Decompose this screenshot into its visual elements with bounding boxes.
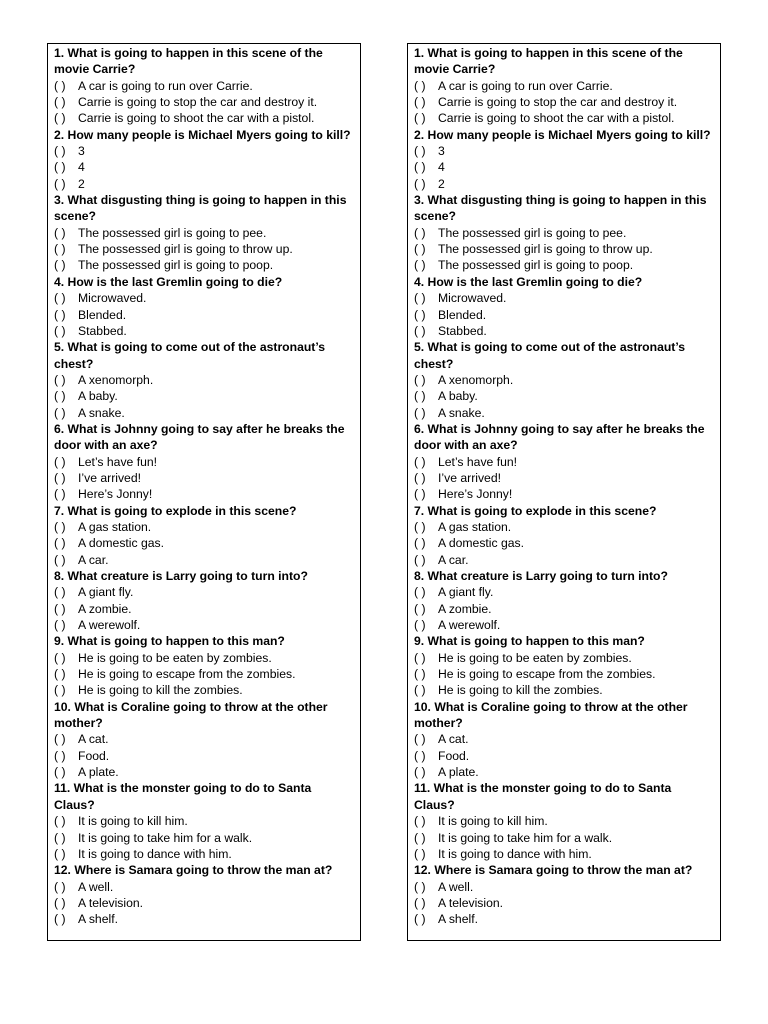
answer-checkbox[interactable]: ( ) xyxy=(414,258,426,273)
answer-option[interactable] xyxy=(54,846,354,862)
answer-checkbox[interactable]: ( ) xyxy=(414,454,426,469)
answer-option[interactable] xyxy=(414,176,714,192)
answer-option-label: A xenomorph. xyxy=(438,372,514,387)
answer-checkbox[interactable]: ( ) xyxy=(54,487,66,502)
answer-option-label: Carrie is going to stop the car and destroy it. xyxy=(78,95,318,110)
answer-checkbox[interactable]: ( ) xyxy=(54,536,66,551)
answer-option-label: He is going to be eaten by zombies. xyxy=(78,650,272,665)
question-text: 4. How is the last Gremlin going to die? xyxy=(54,274,283,289)
answer-checkbox[interactable]: ( ) xyxy=(414,846,426,861)
answer-checkbox[interactable]: ( ) xyxy=(54,846,66,861)
answer-option[interactable] xyxy=(54,405,354,421)
answer-option[interactable] xyxy=(54,323,354,339)
answer-option[interactable] xyxy=(54,650,354,666)
answer-option[interactable] xyxy=(54,764,354,780)
question-text: 11. What is the monster going to do to Santa Claus? xyxy=(54,781,312,812)
answer-checkbox[interactable]: ( ) xyxy=(54,95,66,110)
answer-option[interactable] xyxy=(414,454,714,470)
answer-option[interactable] xyxy=(414,110,714,126)
question-text: 9. What is going to happen to this man? xyxy=(54,634,285,649)
question-text: 12. Where is Samara going to throw the man at? xyxy=(54,863,333,878)
answer-checkbox[interactable]: ( ) xyxy=(414,552,426,567)
answer-option-label: The possessed girl is going to pee. xyxy=(78,225,267,240)
answer-option[interactable] xyxy=(54,535,354,551)
answer-checkbox[interactable]: ( ) xyxy=(54,601,66,616)
worksheet-copy-right xyxy=(407,43,721,941)
answer-option-label: A television. xyxy=(78,895,144,910)
answer-checkbox[interactable]: ( ) xyxy=(54,454,66,469)
answer-option[interactable] xyxy=(54,257,354,273)
answer-checkbox[interactable]: ( ) xyxy=(54,78,66,93)
answer-option[interactable] xyxy=(414,748,714,764)
answer-option[interactable] xyxy=(414,617,714,633)
answer-checkbox[interactable]: ( ) xyxy=(54,291,66,306)
answer-checkbox[interactable]: ( ) xyxy=(414,323,426,338)
answer-checkbox[interactable]: ( ) xyxy=(414,830,426,845)
answer-option-label: A domestic gas. xyxy=(78,536,165,551)
answer-checkbox[interactable]: ( ) xyxy=(414,748,426,763)
answer-checkbox[interactable]: ( ) xyxy=(414,95,426,110)
answer-option[interactable] xyxy=(414,552,714,568)
answer-checkbox[interactable]: ( ) xyxy=(54,389,66,404)
answer-checkbox[interactable]: ( ) xyxy=(54,830,66,845)
answer-checkbox[interactable]: ( ) xyxy=(414,650,426,665)
question-text: 6. What is Johnny going to say after he breaks the door with an axe? xyxy=(54,421,345,453)
answer-option[interactable] xyxy=(54,813,354,829)
answer-option-label: Stabbed. xyxy=(78,323,127,338)
answer-option-label: A well. xyxy=(78,879,114,894)
answer-option-label: A zombie. xyxy=(438,601,492,616)
answer-option-label: A baby. xyxy=(78,389,118,404)
answer-checkbox[interactable]: ( ) xyxy=(54,879,66,894)
answer-checkbox[interactable]: ( ) xyxy=(54,242,66,257)
answer-checkbox[interactable]: ( ) xyxy=(54,307,66,322)
answer-option-label: The possessed girl is going to throw up. xyxy=(438,242,653,257)
answer-option-label: I’ve arrived! xyxy=(78,470,141,485)
answer-option-label: Let’s have fun! xyxy=(78,454,158,469)
answer-option-label: Blended. xyxy=(438,307,487,322)
answer-checkbox[interactable]: ( ) xyxy=(414,242,426,257)
answer-checkbox[interactable]: ( ) xyxy=(54,176,66,191)
answer-option-label: A gas station. xyxy=(78,519,152,534)
answer-option-label: A giant fly. xyxy=(78,585,134,600)
answer-checkbox[interactable]: ( ) xyxy=(414,389,426,404)
question-text: 10. What is Coraline going to throw at the other mother? xyxy=(54,699,328,731)
question-text: 8. What creature is Larry going to turn into? xyxy=(54,569,308,583)
answer-checkbox[interactable]: ( ) xyxy=(414,78,426,93)
question-text: 5. What is going to come out of the astronaut’s chest? xyxy=(54,340,326,371)
answer-option-label: He is going to kill the zombies. xyxy=(78,683,243,698)
answer-option[interactable] xyxy=(54,748,354,764)
answer-option[interactable] xyxy=(414,323,714,339)
answer-option[interactable] xyxy=(414,94,714,110)
answer-checkbox[interactable]: ( ) xyxy=(54,814,66,829)
answer-option[interactable] xyxy=(54,225,354,241)
answer-option[interactable] xyxy=(414,601,714,617)
answer-option-label: Food. xyxy=(438,748,470,763)
answer-option[interactable] xyxy=(414,307,714,323)
answer-option-label: Food. xyxy=(78,748,110,763)
answer-option[interactable] xyxy=(54,470,354,486)
answer-option-label: It is going to dance with him. xyxy=(438,846,592,861)
answer-option-label: A giant fly. xyxy=(438,585,494,600)
answer-option[interactable] xyxy=(54,307,354,323)
question-text: 3. What disgusting thing is going to happen in this scene? xyxy=(414,193,707,224)
answer-option[interactable] xyxy=(414,731,714,747)
answer-option[interactable] xyxy=(54,584,354,600)
answer-option[interactable] xyxy=(414,290,714,306)
answer-checkbox[interactable]: ( ) xyxy=(414,585,426,600)
answer-option-label: A shelf. xyxy=(78,912,118,927)
answer-option-label: The possessed girl is going to throw up. xyxy=(78,242,293,257)
answer-option-label: A cat. xyxy=(438,732,469,747)
answer-option[interactable] xyxy=(414,372,714,388)
answer-checkbox[interactable]: ( ) xyxy=(414,879,426,894)
answer-option[interactable] xyxy=(414,911,714,927)
answer-option-label: The possessed girl is going to poop. xyxy=(78,258,274,273)
answer-checkbox[interactable]: ( ) xyxy=(54,144,66,159)
answer-option-label: A snake. xyxy=(438,405,485,420)
answer-option[interactable] xyxy=(54,666,354,682)
answer-checkbox[interactable]: ( ) xyxy=(54,765,66,780)
answer-option[interactable] xyxy=(414,764,714,780)
answer-checkbox[interactable]: ( ) xyxy=(414,912,426,927)
answer-option[interactable] xyxy=(414,830,714,846)
answer-option[interactable] xyxy=(414,682,714,698)
answer-option-label: Carrie is going to shoot the car with a pistol. xyxy=(438,111,675,126)
answer-option[interactable] xyxy=(414,650,714,666)
answer-checkbox[interactable]: ( ) xyxy=(414,144,426,159)
answer-option[interactable] xyxy=(54,895,354,911)
answer-option-label: A plate. xyxy=(438,765,479,780)
question-text: 12. Where is Samara going to throw the man at? xyxy=(414,863,693,878)
answer-checkbox[interactable]: ( ) xyxy=(54,405,66,420)
answer-option-label: It is going to dance with him. xyxy=(78,846,232,861)
answer-option-label: A gas station. xyxy=(438,519,512,534)
answer-option[interactable] xyxy=(54,176,354,192)
answer-option[interactable] xyxy=(414,241,714,257)
answer-option[interactable] xyxy=(54,290,354,306)
question-text: 1. What is going to happen in this scene of the movie Carrie? xyxy=(54,46,323,77)
answer-option[interactable] xyxy=(414,225,714,241)
answer-option-label: 4 xyxy=(78,160,85,175)
answer-checkbox[interactable]: ( ) xyxy=(414,732,426,747)
answer-checkbox[interactable]: ( ) xyxy=(54,372,66,387)
answer-option[interactable] xyxy=(414,519,714,535)
answer-option[interactable] xyxy=(54,78,354,94)
answer-checkbox[interactable]: ( ) xyxy=(54,667,66,682)
answer-checkbox[interactable]: ( ) xyxy=(54,552,66,567)
answer-option[interactable] xyxy=(414,143,714,159)
answer-option[interactable] xyxy=(414,405,714,421)
answer-option-label: 3 xyxy=(438,144,445,159)
answer-option-label: It is going to take him for a walk. xyxy=(438,830,613,845)
answer-option-label: A snake. xyxy=(78,405,125,420)
answer-option-label: It is going to kill him. xyxy=(78,814,188,829)
answer-option[interactable] xyxy=(54,617,354,633)
answer-option[interactable] xyxy=(54,454,354,470)
answer-option-label: Carrie is going to stop the car and destroy it. xyxy=(438,95,678,110)
answer-option-label: Microwaved. xyxy=(438,291,507,306)
answer-option-label: 2 xyxy=(438,176,445,191)
question-text: 1. What is going to happen in this scene of the movie Carrie? xyxy=(414,46,683,77)
answer-checkbox[interactable]: ( ) xyxy=(54,470,66,485)
answer-option-label: Here’s Jonny! xyxy=(438,487,513,502)
answer-option-label: A car is going to run over Carrie. xyxy=(78,78,253,93)
answer-checkbox[interactable]: ( ) xyxy=(414,765,426,780)
answer-option-label: A domestic gas. xyxy=(438,536,525,551)
answer-checkbox[interactable]: ( ) xyxy=(414,470,426,485)
answer-checkbox[interactable]: ( ) xyxy=(414,618,426,633)
answer-checkbox[interactable]: ( ) xyxy=(414,519,426,534)
answer-checkbox[interactable]: ( ) xyxy=(414,225,426,240)
answer-checkbox[interactable]: ( ) xyxy=(414,111,426,126)
question-text: 6. What is Johnny going to say after he breaks the door with an axe? xyxy=(414,421,705,453)
answer-option[interactable] xyxy=(54,388,354,404)
question-text: 2. How many people is Michael Myers going to kill? xyxy=(414,127,711,142)
answer-checkbox[interactable]: ( ) xyxy=(54,650,66,665)
answer-option[interactable] xyxy=(414,486,714,502)
answer-checkbox[interactable]: ( ) xyxy=(414,814,426,829)
answer-checkbox[interactable]: ( ) xyxy=(54,585,66,600)
answer-checkbox[interactable]: ( ) xyxy=(414,536,426,551)
answer-checkbox[interactable]: ( ) xyxy=(414,176,426,191)
answer-option[interactable] xyxy=(54,372,354,388)
question-text: 11. What is the monster going to do to Santa Claus? xyxy=(414,781,672,812)
answer-option-label: 2 xyxy=(78,176,85,191)
answer-checkbox[interactable]: ( ) xyxy=(414,601,426,616)
question-text: 5. What is going to come out of the astronaut’s chest? xyxy=(414,340,686,371)
answer-checkbox[interactable]: ( ) xyxy=(414,487,426,502)
answer-checkbox[interactable]: ( ) xyxy=(54,225,66,240)
answer-option[interactable] xyxy=(414,813,714,829)
answer-option-label: A well. xyxy=(438,879,474,894)
answer-checkbox[interactable]: ( ) xyxy=(414,895,426,910)
answer-option[interactable] xyxy=(414,388,714,404)
answer-checkbox[interactable]: ( ) xyxy=(54,895,66,910)
answer-option-label: He is going to escape from the zombies. xyxy=(78,667,296,682)
answer-checkbox[interactable]: ( ) xyxy=(54,912,66,927)
answer-option[interactable] xyxy=(54,110,354,126)
answer-option-label: A werewolf. xyxy=(438,618,501,633)
answer-option-label: A car. xyxy=(438,552,469,567)
answer-option-label: I’ve arrived! xyxy=(438,470,501,485)
answer-option-label: It is going to kill him. xyxy=(438,814,548,829)
answer-option-label: A television. xyxy=(438,895,504,910)
answer-option-label: A car. xyxy=(78,552,109,567)
answer-option-label: It is going to take him for a walk. xyxy=(78,830,253,845)
answer-option[interactable] xyxy=(54,731,354,747)
answer-option[interactable] xyxy=(54,879,354,895)
answer-option-label: The possessed girl is going to poop. xyxy=(438,258,634,273)
answer-option-label: A werewolf. xyxy=(78,618,141,633)
answer-checkbox[interactable]: ( ) xyxy=(54,111,66,126)
answer-option[interactable] xyxy=(54,682,354,698)
answer-option[interactable] xyxy=(54,143,354,159)
answer-checkbox[interactable]: ( ) xyxy=(414,667,426,682)
answer-option-label: A zombie. xyxy=(78,601,132,616)
question-text: 8. What creature is Larry going to turn into? xyxy=(414,569,668,583)
answer-option-label: 4 xyxy=(438,160,445,175)
answer-option[interactable] xyxy=(414,159,714,175)
answer-option-label: He is going to be eaten by zombies. xyxy=(438,650,632,665)
answer-option[interactable] xyxy=(414,666,714,682)
answer-option[interactable] xyxy=(414,846,714,862)
answer-checkbox[interactable]: ( ) xyxy=(414,683,426,698)
answer-checkbox[interactable]: ( ) xyxy=(54,258,66,273)
answer-checkbox[interactable]: ( ) xyxy=(414,291,426,306)
answer-checkbox[interactable]: ( ) xyxy=(414,372,426,387)
answer-option-label: Carrie is going to shoot the car with a pistol. xyxy=(78,111,315,126)
answer-option[interactable] xyxy=(54,159,354,175)
answer-option[interactable] xyxy=(414,584,714,600)
answer-option[interactable] xyxy=(414,879,714,895)
question-text: 2. How many people is Michael Myers going to kill? xyxy=(54,127,351,142)
answer-option[interactable] xyxy=(54,830,354,846)
answer-checkbox[interactable]: ( ) xyxy=(54,160,66,175)
answer-checkbox[interactable]: ( ) xyxy=(54,748,66,763)
answer-option[interactable] xyxy=(414,470,714,486)
answer-checkbox[interactable]: ( ) xyxy=(414,405,426,420)
answer-option-label: A car is going to run over Carrie. xyxy=(438,78,613,93)
answer-option-label: A xenomorph. xyxy=(78,372,154,387)
answer-option[interactable] xyxy=(414,78,714,94)
answer-option-label: A cat. xyxy=(78,732,109,747)
answer-option[interactable] xyxy=(54,241,354,257)
answer-option[interactable] xyxy=(414,257,714,273)
answer-option-label: Let’s have fun! xyxy=(438,454,518,469)
question-text: 10. What is Coraline going to throw at the other mother? xyxy=(414,699,688,731)
question-text: 7. What is going to explode in this scene? xyxy=(414,503,657,518)
answer-option-label: A shelf. xyxy=(438,912,478,927)
answer-option-label: He is going to escape from the zombies. xyxy=(438,667,656,682)
answer-option-label: Microwaved. xyxy=(78,291,147,306)
answer-option-label: Stabbed. xyxy=(438,323,487,338)
answer-option-label: Blended. xyxy=(78,307,127,322)
answer-checkbox[interactable]: ( ) xyxy=(54,683,66,698)
question-text: 4. How is the last Gremlin going to die? xyxy=(414,274,643,289)
answer-option-label: The possessed girl is going to pee. xyxy=(438,225,627,240)
question-text: 3. What disgusting thing is going to happen in this scene? xyxy=(54,193,347,224)
answer-option[interactable] xyxy=(54,486,354,502)
answer-option-label: 3 xyxy=(78,144,85,159)
answer-option[interactable] xyxy=(54,94,354,110)
question-text: 7. What is going to explode in this scene? xyxy=(54,503,297,518)
answer-option[interactable] xyxy=(414,895,714,911)
answer-option[interactable] xyxy=(54,519,354,535)
answer-option[interactable] xyxy=(54,601,354,617)
answer-checkbox[interactable]: ( ) xyxy=(414,307,426,322)
answer-option[interactable] xyxy=(414,535,714,551)
answer-option-label: Here’s Jonny! xyxy=(78,487,153,502)
answer-option[interactable] xyxy=(54,911,354,927)
answer-option-label: He is going to kill the zombies. xyxy=(438,683,603,698)
answer-option-label: A plate. xyxy=(78,765,119,780)
answer-checkbox[interactable]: ( ) xyxy=(54,732,66,747)
answer-checkbox[interactable]: ( ) xyxy=(54,323,66,338)
answer-checkbox[interactable]: ( ) xyxy=(414,160,426,175)
question-text: 9. What is going to happen to this man? xyxy=(414,634,645,649)
answer-option-label: A baby. xyxy=(438,389,478,404)
worksheet-copy-left xyxy=(47,43,361,941)
answer-checkbox[interactable]: ( ) xyxy=(54,618,66,633)
answer-checkbox[interactable]: ( ) xyxy=(54,519,66,534)
answer-option[interactable] xyxy=(54,552,354,568)
